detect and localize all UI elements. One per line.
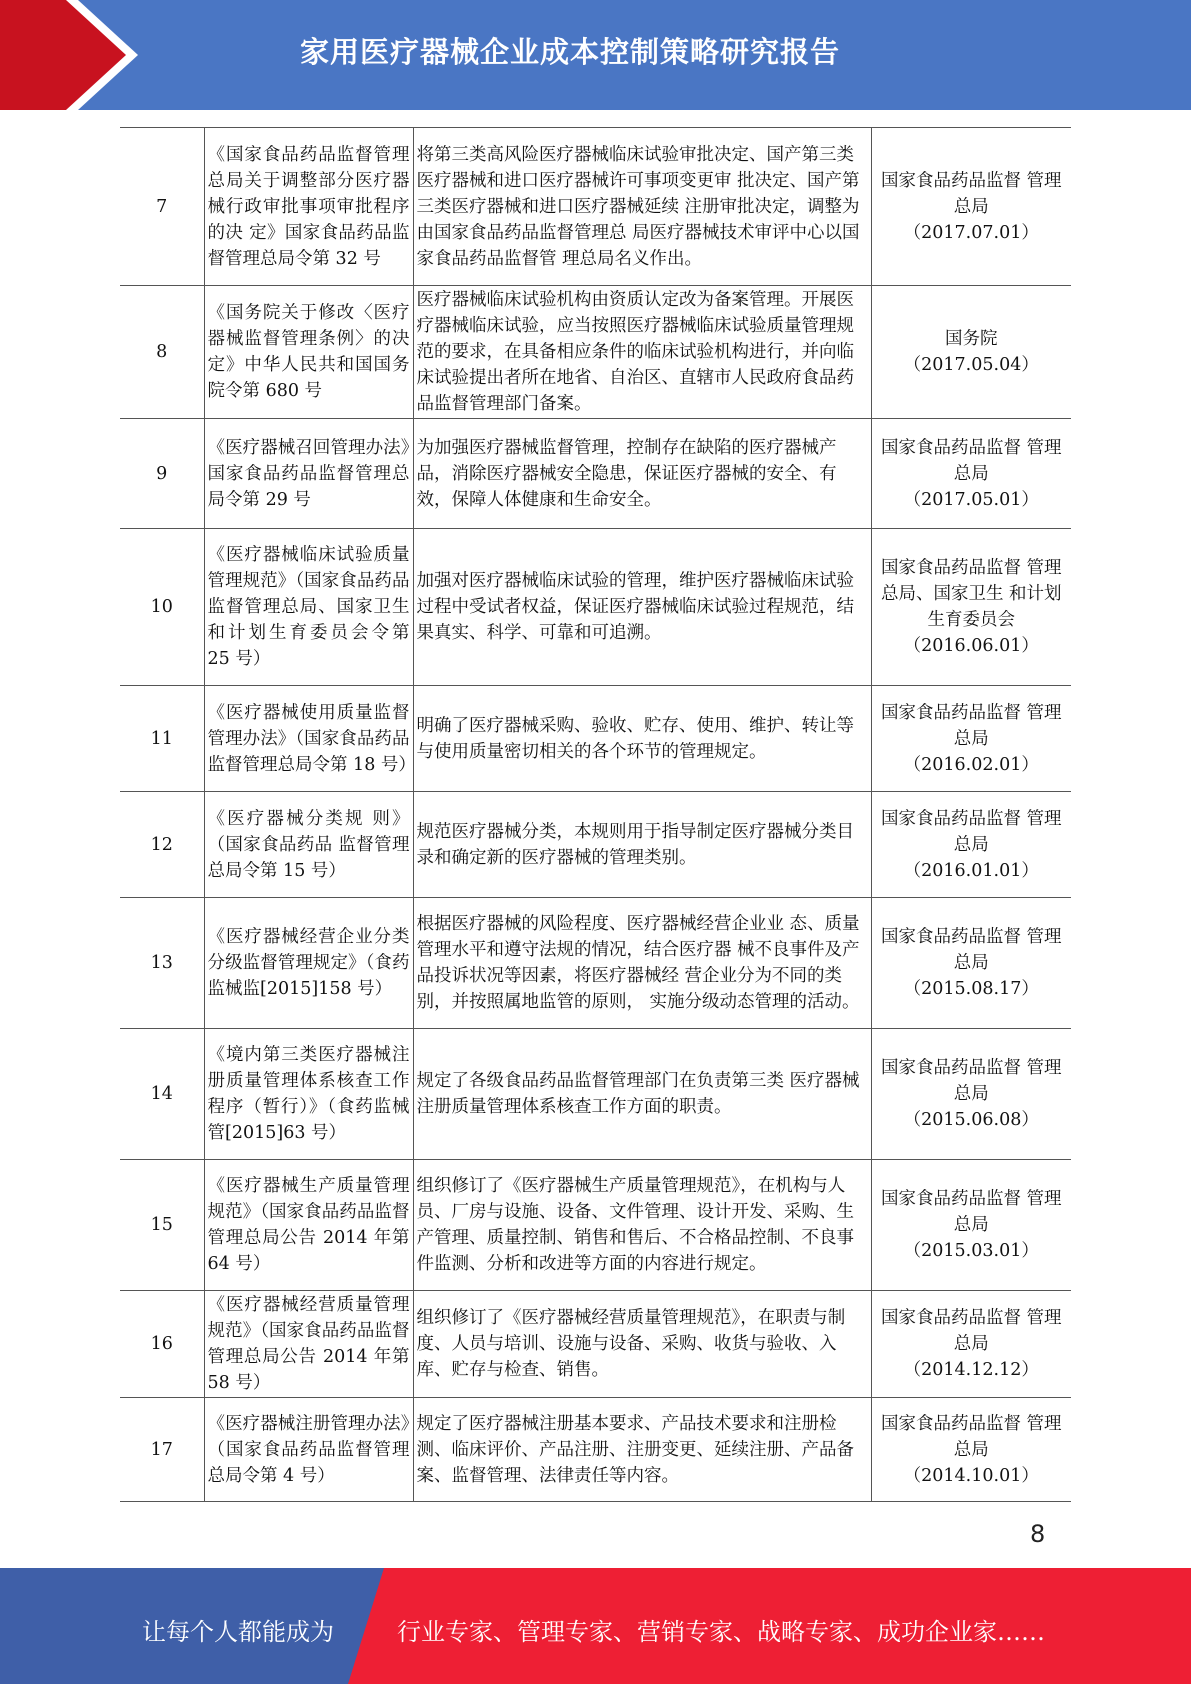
regulation-title: 《医疗器械临床试验质量管理规范》（国家食品药品监督管理总局、国家卫生和计划生育委员会令第 25 号）: [204, 529, 413, 686]
table-row: [120, 898, 1071, 1029]
regulation-title: 《医疗器械召回管理办法》国家食品药品监督管理总局令第 29 号: [204, 419, 413, 529]
effective-date: （2014.12.12）: [903, 1360, 1039, 1380]
issuer-name: 国家食品药品监督 管理总局: [880, 1058, 1062, 1104]
footer-slogan-left: 让每个人都能成为: [142, 1618, 334, 1646]
issuing-authority: [871, 1291, 1071, 1398]
table-row: [120, 286, 1071, 419]
issuing-authority: [871, 1398, 1071, 1502]
regulation-content: 组织修订了《医疗器械生产质量管理规范》，在机构与人员、厂房与设施、设备、文件管理、设计开发、采购、生产管理、质量控制、销售和售后、不合格品控制、不良事件监测、分析和改进等方面的内容进行规定。: [413, 1160, 871, 1291]
regulation-content: 规范医疗器械分类，本规则用于指导制定医疗器械分类目录和确定新的医疗器械的管理类别。: [413, 792, 871, 898]
table-row: [120, 792, 1071, 898]
regulation-content: 规定了各级食品药品监督管理部门在负责第三类 医疗器械注册质量管理体系核查工作方面的职责。: [413, 1029, 871, 1160]
issuing-authority: [871, 686, 1071, 792]
regulation-title: 《医疗器械使用质量监督管理办法》（国家食品药品监督管理总局令第 18 号）: [204, 686, 413, 792]
effective-date: （2017.05.04）: [903, 355, 1039, 375]
page-header: [0, 0, 1191, 110]
table-row: [120, 529, 1071, 686]
table-row: [120, 1029, 1071, 1160]
page-footer: [0, 1568, 1191, 1684]
row-number: 17: [120, 1398, 204, 1502]
regulation-content: 医疗器械临床试验机构由资质认定改为备案管理。开展医疗器械临床试验，应当按照医疗器械临床试验质量管理规范的要求，在具备相应条件的临床试验机构进行，并向临床试验提出者所在地省、自治区、直辖市人民政府食品药品监督管理部门备案。: [413, 286, 871, 419]
regulation-title: 《国务院关于修改〈医疗器械监督管理条例〉的决定》中华人民共和国国务院令第 680 号: [204, 286, 413, 419]
issuing-authority: [871, 286, 1071, 419]
regulations-table-body: [120, 128, 1071, 1502]
issuer-name: 国家食品药品监督 管理总局: [880, 808, 1062, 855]
effective-date: （2017.05.01）: [903, 489, 1039, 510]
effective-date: （2016.06.01）: [903, 636, 1039, 656]
issuer-name: 国家食品药品监督 管理总局: [880, 437, 1062, 484]
regulation-title: 《医疗器械经营企业分类分级监督管理规定》（食药监械监[2015]158 号）: [204, 898, 413, 1029]
effective-date: （2017.07.01）: [903, 222, 1039, 243]
page-number: 8: [1030, 1520, 1046, 1548]
table-row: [120, 686, 1071, 792]
table-row: [120, 419, 1071, 529]
table-row: [120, 1398, 1071, 1502]
regulation-content: 为加强医疗器械监督管理，控制存在缺陷的医疗器械产品，消除医疗器械安全隐患，保证医疗器械的安全、有效，保障人体健康和生命安全。: [413, 419, 871, 529]
issuer-name: 国务院: [945, 329, 998, 349]
regulation-title: 《国家食品药品监督管理总局关于调整部分医疗器械行政审批事项审批程序的决 定》国家食品药品监 督管理总局令第 32 号: [204, 128, 413, 286]
effective-date: （2014.10.01）: [903, 1465, 1039, 1486]
issuer-name: 国家食品药品监督 管理总局: [880, 1308, 1062, 1354]
issuer-name: 国家食品药品监督 管理总局: [880, 170, 1062, 217]
row-number: 11: [120, 686, 204, 792]
regulation-content: 组织修订了《医疗器械经营质量管理规范》，在职责与制度、人员与培训、设施与设备、采购、收货与验收、入库、贮存与检查、销售。: [413, 1291, 871, 1398]
issuer-name: 国家食品药品监督 管理总局、国家卫生 和计划生育委员会: [880, 558, 1062, 630]
regulations-table: [120, 127, 1071, 1502]
issuing-authority: [871, 792, 1071, 898]
effective-date: （2015.08.17）: [903, 979, 1039, 999]
regulation-title: 《医疗器械经营质量管理规范》（国家食品药品监督管理总局公告 2014 年第 58 号）: [204, 1291, 413, 1398]
row-number: 8: [120, 286, 204, 419]
issuer-name: 国家食品药品监督 管理总局: [880, 1413, 1062, 1460]
row-number: 14: [120, 1029, 204, 1160]
row-number: 10: [120, 529, 204, 686]
row-number: 16: [120, 1291, 204, 1398]
issuer-name: 国家食品药品监督 管理总局: [880, 1189, 1062, 1235]
issuing-authority: [871, 1160, 1071, 1291]
row-number: 12: [120, 792, 204, 898]
issuer-name: 国家食品药品监督 管理总局: [880, 927, 1062, 973]
effective-date: （2016.02.01）: [903, 754, 1039, 775]
effective-date: （2016.01.01）: [903, 860, 1039, 881]
issuing-authority: [871, 529, 1071, 686]
issuer-name: 国家食品药品监督 管理总局: [880, 702, 1062, 749]
regulation-content: 规定了医疗器械注册基本要求、产品技术要求和注册检测、临床评价、产品注册、注册变更、延续注册、产品备案、监督管理、法律责任等内容。: [413, 1398, 871, 1502]
issuing-authority: [871, 1029, 1071, 1160]
issuing-authority: [871, 419, 1071, 529]
effective-date: （2015.03.01）: [903, 1241, 1039, 1261]
regulation-title: 《境内第三类医疗器械注册质量管理体系核查工作程序（暂行）》（食药监械管[2015]63 号）: [204, 1029, 413, 1160]
row-number: 15: [120, 1160, 204, 1291]
regulation-content: 加强对医疗器械临床试验的管理，维护医疗器械临床试验过程中受试者权益，保证医疗器械临床试验过程规范，结果真实、科学、可靠和可追溯。: [413, 529, 871, 686]
table-row: [120, 128, 1071, 286]
footer-slogan-right: 行业专家、管理专家、营销专家、战略专家、成功企业家……: [397, 1618, 1045, 1646]
regulation-content: 明确了医疗器械采购、验收、贮存、使用、维护、转让等与使用质量密切相关的各个环节的管理规定。: [413, 686, 871, 792]
issuing-authority: [871, 898, 1071, 1029]
regulation-title: 《医疗器械分类规 则》（国家食品药品 监督管理总局令第 15 号）: [204, 792, 413, 898]
regulation-content: 根据医疗器械的风险程度、医疗器械经营企业业 态、质量管理水平和遵守法规的情况，结合医疗器 械不良事件及产品投诉状况等因素，将医疗器械经 营企业分为不同的类别，并按照属地监管的原则， 实施分级动态管理的活动。: [413, 898, 871, 1029]
document-title: 家用医疗器械企业成本控制策略研究报告: [300, 35, 841, 69]
table-row: [120, 1160, 1071, 1291]
table-row: [120, 1291, 1071, 1398]
effective-date: （2015.06.08）: [903, 1110, 1039, 1130]
row-number: 9: [120, 419, 204, 529]
regulation-title: 《医疗器械生产质量管理规范》（国家食品药品监督管理总局公告 2014 年第 64 号）: [204, 1160, 413, 1291]
header-arrow-decoration: [0, 0, 150, 110]
row-number: 7: [120, 128, 204, 286]
regulation-title: 《医疗器械注册管理办法》（国家食品药品监督管理总局令第 4 号）: [204, 1398, 413, 1502]
row-number: 13: [120, 898, 204, 1029]
issuing-authority: [871, 128, 1071, 286]
regulation-content: 将第三类高风险医疗器械临床试验审批决定、国产第三类医疗器械和进口医疗器械许可事项变更审 批决定、国产第三类医疗器械和进口医疗器械延续 注册审批决定，调整为由国家食品药品监督管理总 局医疗器械技术审评中心以国家食品药品监督管 理总局名义作出。: [413, 128, 871, 286]
